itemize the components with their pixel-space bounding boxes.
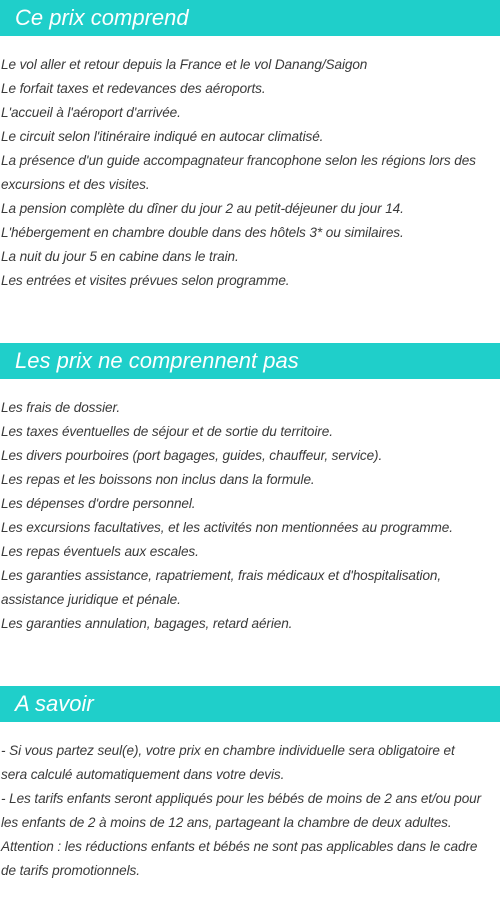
text-line: de tarifs promotionnels. bbox=[1, 863, 140, 878]
good-to-know-list bbox=[0, 739, 500, 883]
text-line: Les frais de dossier. bbox=[1, 400, 121, 415]
text-line: assistance juridique et pénale. bbox=[1, 592, 181, 607]
text-line: Les repas et les boissons non inclus dans la formule. bbox=[1, 472, 315, 487]
text-line: Les taxes éventuelles de séjour et de sortie du territoire. bbox=[1, 424, 333, 439]
text-line: Les entrées et visites prévues selon programme. bbox=[1, 273, 290, 288]
text-line: excursions et des visites. bbox=[1, 177, 150, 192]
section-price-excludes bbox=[0, 343, 500, 636]
text-line: Les dépenses d'ordre personnel. bbox=[1, 496, 196, 511]
text-line: Le forfait taxes et redevances des aéroports. bbox=[1, 81, 266, 96]
price-includes-list bbox=[0, 53, 500, 293]
text-line: Les repas éventuels aux escales. bbox=[1, 544, 199, 559]
text-line: sera calculé automatiquement dans votre devis. bbox=[1, 767, 285, 782]
section-price-includes bbox=[0, 0, 500, 293]
text-line: les enfants de 2 à moins de 12 ans, partageant la chambre de deux adultes. bbox=[1, 815, 452, 830]
text-line: La présence d'un guide accompagnateur francophone selon les régions lors des bbox=[1, 153, 476, 168]
section-heading-good-to-know: A savoir bbox=[0, 686, 500, 722]
text-line: - Si vous partez seul(e), votre prix en chambre individuelle sera obligatoire et bbox=[1, 743, 455, 758]
text-line: Le vol aller et retour depuis la France et le vol Danang/Saigon bbox=[1, 57, 368, 72]
price-excludes-list bbox=[0, 396, 500, 636]
section-good-to-know bbox=[0, 686, 500, 883]
text-line: Les garanties assistance, rapatriement, frais médicaux et d'hospitalisation, bbox=[1, 568, 442, 583]
section-heading-price-includes: Ce prix comprend bbox=[0, 0, 500, 36]
text-line: La pension complète du dîner du jour 2 au petit-déjeuner du jour 14. bbox=[1, 201, 404, 216]
text-line: Attention : les réductions enfants et bébés ne sont pas applicables dans le cadre bbox=[1, 839, 478, 854]
section-heading-price-excludes: Les prix ne comprennent pas bbox=[0, 343, 500, 379]
text-line: Les garanties annulation, bagages, retard aérien. bbox=[1, 616, 293, 631]
text-line: La nuit du jour 5 en cabine dans le train. bbox=[1, 249, 239, 264]
text-line: - Les tarifs enfants seront appliqués pour les bébés de moins de 2 ans et/ou pour bbox=[1, 791, 482, 806]
text-line: Les excursions facultatives, et les activités non mentionnées au programme. bbox=[1, 520, 453, 535]
text-line: L'hébergement en chambre double dans des hôtels 3* ou similaires. bbox=[1, 225, 404, 240]
text-line: Les divers pourboires (port bagages, guides, chauffeur, service). bbox=[1, 448, 383, 463]
text-line: Le circuit selon l'itinéraire indiqué en autocar climatisé. bbox=[1, 129, 324, 144]
text-line: L'accueil à l'aéroport d'arrivée. bbox=[1, 105, 181, 120]
